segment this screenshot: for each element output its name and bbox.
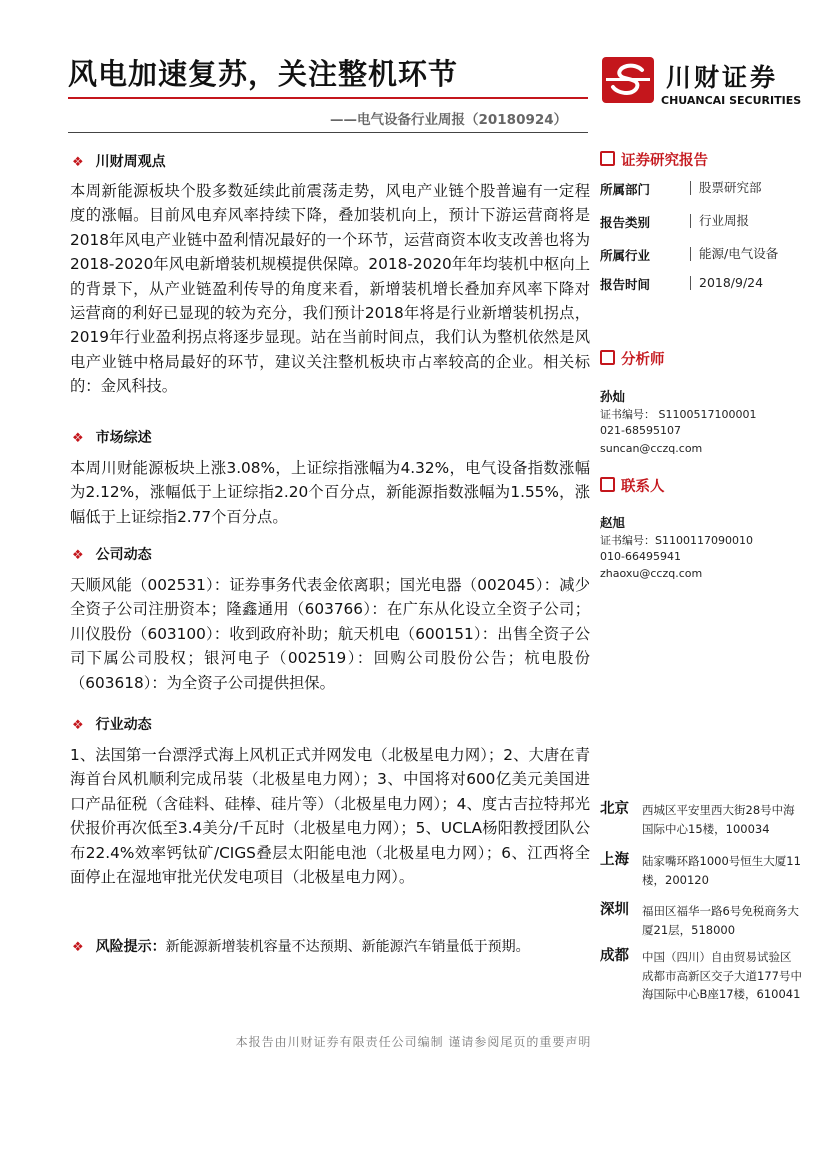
section-heading-view: ❖ 川财周观点 [72, 154, 166, 170]
diamond-bullet-icon: ❖ [72, 431, 84, 446]
square-bullet-icon [600, 477, 615, 492]
info-value-date: 2018/9/24 [690, 276, 763, 290]
risk-line [72, 936, 530, 956]
contact-cert: 证书编号：S1100117090010 [600, 534, 753, 547]
office-address-beijing: 西城区平安里西大街28号中海国际中心15楼，100034 [642, 803, 795, 836]
info-label-category: 报告类别 [600, 215, 651, 230]
analyst-cert: 证书编号： S1100517100001 [600, 408, 757, 421]
page-footer: 本报告由川财证券有限责任公司编制 谨请参阅尾页的重要声明 [235, 1035, 592, 1049]
header-rule [68, 132, 588, 133]
info-value-category: 行业周报 [690, 214, 749, 228]
info-label-industry: 所属行业 [600, 248, 651, 263]
chuancai-logo-icon [602, 57, 654, 103]
title-rule-red [68, 97, 588, 99]
info-value-industry: 能源/电气设备 [690, 247, 778, 261]
report-title: 风电加速复苏，关注整机环节 [68, 57, 459, 91]
analyst-email[interactable]: suncan@cczq.com [600, 442, 703, 455]
contact-email[interactable]: zhaoxu@cczq.com [600, 567, 703, 580]
diamond-bullet-icon: ❖ [72, 155, 84, 170]
info-label-date: 报告时间 [600, 277, 651, 292]
square-bullet-icon [600, 151, 615, 166]
analyst-phone: 021-68595107 [600, 424, 681, 437]
office-address-shanghai: 陆家嘴环路1000号恒生大厦11楼，200120 [642, 854, 801, 887]
office-city-beijing: 北京 [600, 801, 629, 817]
office-city-shenzhen: 深圳 [600, 902, 629, 918]
info-label-department: 所属部门 [600, 182, 651, 197]
report-type-heading: 证券研究报告 [600, 149, 708, 170]
analyst-heading: 分析师 [600, 348, 665, 369]
office-city-shanghai: 上海 [600, 852, 629, 868]
view-paragraph: 本周新能源板块个股多数延续此前震荡走势，风电产业链个股普遍有一定程度的涨幅。目前风电弃风率持续下降，叠加装机向上，预计下游运营商将是2018年风电产业链中盈利情况最好的一个环节，运营商资本收支改善也将为2018-2020年风电新增装机规模提供保障。2018-2020年年均装机中枢向上的背景下，从产业链盈利传导的角度来看，新增装机增长叠加弃风率下降对运营商的利好已显现的较为充分，我们预计2018年将是行业新增装机拐点，2019年行业盈利拐点将逐步显现。站在当前时间点，我们认为整机依然是风电产业链中格局最好的环节，建议关注整机板块市占率较高的企业。相关标的：金风科技。 [70, 182, 590, 396]
square-bullet-icon [600, 350, 615, 365]
contact-heading: 联系人 [600, 475, 665, 496]
office-address-chengdu: 中国（四川）自由贸易试验区成都市高新区交子大道177号中海国际中心B座17楼，610041 [642, 950, 802, 1001]
diamond-bullet-icon: ❖ [72, 718, 84, 733]
analyst-name: 孙灿 [600, 389, 626, 404]
risk-text: 新能源新增装机容量不达预期、新能源汽车销量低于预期。 [165, 939, 530, 955]
logo-name-en: CHUANCAI SECURITIES [661, 94, 802, 107]
section-heading-industry: ❖ 行业动态 [72, 717, 152, 733]
report-subtitle: ——电气设备行业周报（20180924） [330, 112, 568, 128]
section-heading-company: ❖ 公司动态 [72, 547, 152, 563]
contact-phone: 010-66495941 [600, 550, 681, 563]
diamond-bullet-icon: ❖ [72, 940, 84, 955]
logo-name-cn: 川财证券 [666, 63, 779, 92]
company-paragraph: 天顺风能（002531）：证券事务代表金依离职；国光电器（002045）：减少全资子公司注册资本；隆鑫通用（603766）：在广东从化设立全资子公司；川仪股份（603100）：收到政府补助；航天机电（600151）：出售全资子公司下属公司股权；银河电子（002519）：回购公司股份公告；杭电股份（603618）：为全资子公司提供担保。 [70, 576, 590, 692]
info-value-department: 股票研究部 [690, 181, 762, 195]
office-city-chengdu: 成都 [600, 948, 629, 964]
diamond-bullet-icon: ❖ [72, 548, 84, 563]
market-paragraph: 本周川财能源板块上涨3.08%，上证综指涨幅为4.32%，电气设备指数涨幅为2.12%，涨幅低于上证综指2.20个百分点，新能源指数涨幅为1.55%，涨幅低于上证综指2.77个百分点。 [70, 459, 590, 526]
risk-heading: 风险提示： [95, 939, 166, 955]
industry-paragraph: 1、法国第一台漂浮式海上风机正式并网发电（北极星电力网）；2、大唐在青海首台风机顺利完成吊装（北极星电力网）；3、中国将对600亿美元美国进口产品征税（含硅料、硅棒、硅片等）（北极星电力网）；4、度古吉拉特邦光伏报价再次低至3.4美分/千瓦时（北极星电力网）；5、UCLA杨阳教授团队公布22.4%效率钙钛矿/CIGS叠层太阳能电池（北极星电力网）；6、江西将全面停止在湿地审批光伏发电项目（北极星电力网）。 [70, 746, 590, 887]
contact-name: 赵旭 [600, 515, 626, 530]
section-heading-market: ❖ 市场综述 [72, 430, 152, 446]
office-address-shenzhen: 福田区福华一路6号免税商务大厦21层，518000 [642, 904, 799, 937]
